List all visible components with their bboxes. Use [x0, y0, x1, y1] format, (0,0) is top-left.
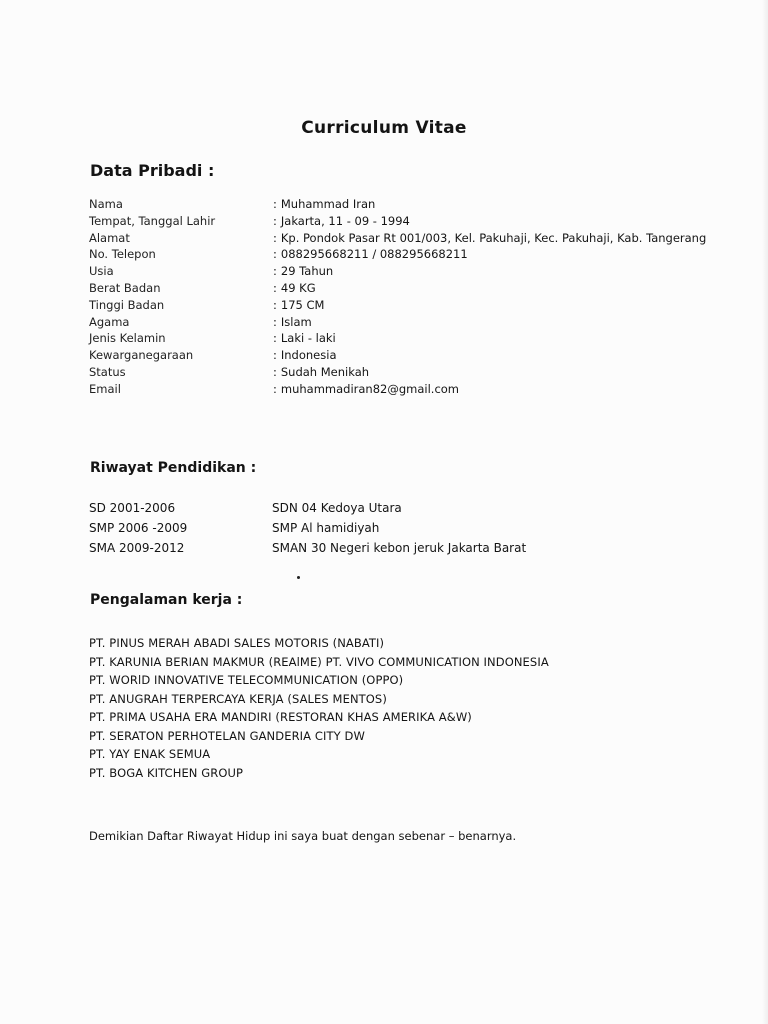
personal-value	[273, 280, 709, 297]
personal-value	[273, 314, 709, 331]
personal-row-gender	[89, 330, 709, 347]
personal-label: Tempat, Tanggal Lahir	[89, 213, 216, 228]
personal-label: Berat Badan	[89, 280, 161, 295]
separator: :	[273, 381, 277, 396]
personal-label: Email	[89, 381, 121, 396]
personal-value	[273, 330, 709, 347]
personal-data-list	[89, 196, 709, 398]
education-level: SMP 2006 -2009	[89, 521, 188, 535]
personal-value	[273, 230, 709, 247]
personal-label: Status	[89, 364, 126, 379]
separator: :	[273, 197, 277, 211]
closing-statement: Demikian Daftar Riwayat Hidup ini saya buat dengan sebenar – benarnya.	[89, 829, 517, 843]
personal-value	[273, 347, 709, 364]
personal-value-text: 49 KG	[280, 280, 316, 295]
personal-row-birth	[89, 213, 709, 230]
personal-row-age	[89, 263, 709, 280]
work-item: PT. ANUGRAH TERPERCAYA KERJA (SALES MENTOS)	[89, 691, 387, 706]
separator: :	[273, 230, 277, 245]
work-item: PT. SERATON PERHOTELAN GANDERIA CITY DW	[89, 728, 365, 743]
personal-row-name	[89, 196, 709, 213]
education-list	[89, 498, 689, 558]
work-experience-heading: Pengalaman kerja :	[90, 592, 243, 608]
personal-row-email	[89, 381, 709, 398]
personal-value-text: Jakarta, 11 - 09 - 1994	[280, 213, 410, 228]
personal-label: Kewarganegaraan	[89, 348, 194, 363]
personal-label: No. Telepon	[89, 247, 156, 262]
work-item: PT. PINUS MERAH ABADI SALES MOTORIS (NABATI)	[89, 636, 385, 650]
personal-row-weight	[89, 280, 709, 297]
education-school: SMAN 30 Negeri kebon jeruk Jakarta Barat	[272, 541, 527, 555]
education-school: SDN 04 Kedoya Utara	[272, 501, 402, 515]
personal-value-text: 29 Tahun	[280, 264, 334, 279]
personal-value-text: 088295668211 / 088295668211	[280, 247, 468, 262]
document-title: Curriculum Vitae	[301, 118, 467, 138]
education-row	[89, 498, 689, 518]
work-item: PT. WORlD INNOVATIVE TELECOMMUNICATION (OPPO)	[89, 673, 404, 687]
personal-label: Alamat	[89, 230, 130, 245]
personal-value-text: Laki - laki	[280, 331, 336, 346]
personal-row-phone	[89, 246, 709, 263]
personal-value-text: Sudah Menikah	[280, 364, 370, 379]
email-value: muhammadiran82@gmail.com	[280, 381, 460, 396]
personal-value-text: Indonesia	[280, 348, 337, 363]
work-item: PT. PRIMA USAHA ERA MANDIRI (RESTORAN KHAS AMERIKA A&W)	[89, 710, 472, 724]
personal-row-status	[89, 364, 709, 381]
personal-value	[273, 246, 709, 263]
personal-value-text: Muhammad Iran	[280, 197, 376, 211]
separator: :	[273, 247, 277, 262]
separator: :	[273, 213, 277, 228]
work-experience-list	[89, 634, 689, 782]
work-item: PT. YAY ENAK SEMUA	[89, 747, 211, 761]
work-item: PT. BOGA KITCHEN GROUP	[89, 765, 244, 780]
personal-value-text: Islam	[280, 314, 312, 329]
education-row	[89, 518, 689, 538]
personal-value	[273, 381, 709, 398]
page-edge	[762, 0, 768, 1024]
education-row	[89, 538, 689, 558]
personal-row-address	[89, 230, 709, 247]
personal-label: Nama	[89, 197, 123, 211]
education-level: SD 2001-2006	[89, 501, 176, 515]
education-school: SMP Al hamidiyah	[272, 521, 380, 535]
personal-row-nationality	[89, 347, 709, 364]
personal-value	[273, 213, 709, 230]
personal-value	[273, 263, 709, 280]
separator: :	[273, 297, 277, 312]
personal-row-religion	[89, 314, 709, 331]
separator: :	[273, 314, 277, 329]
education-level: SMA 2009-2012	[89, 541, 185, 555]
personal-label: Jenis Kelamin	[89, 331, 166, 346]
separator: :	[273, 264, 277, 279]
personal-label: Usia	[89, 264, 114, 279]
personal-label: Tinggi Badan	[89, 297, 165, 312]
personal-row-height	[89, 297, 709, 314]
separator: :	[273, 280, 277, 295]
personal-value-text: 175 CM	[280, 297, 325, 312]
separator: :	[273, 364, 277, 379]
personal-value	[273, 297, 709, 314]
personal-value	[273, 196, 709, 213]
personal-data-heading: Data Pribadi :	[90, 161, 215, 180]
personal-value	[273, 364, 709, 381]
personal-label: Agama	[89, 314, 130, 329]
education-heading: Riwayat Pendidikan :	[90, 460, 257, 476]
work-item: PT. KARUNIA BERIAN MAKMUR (REAlME) PT. VIVO COMMUNICATION INDONESIA	[89, 654, 549, 669]
stray-mark	[297, 576, 300, 579]
personal-value-text: Kp. Pondok Pasar Rt 001/003, Kel. Pakuhaji, Kec. Pakuhaji, Kab. Tangerang	[280, 230, 707, 245]
separator: :	[273, 348, 277, 363]
separator: :	[273, 331, 277, 346]
